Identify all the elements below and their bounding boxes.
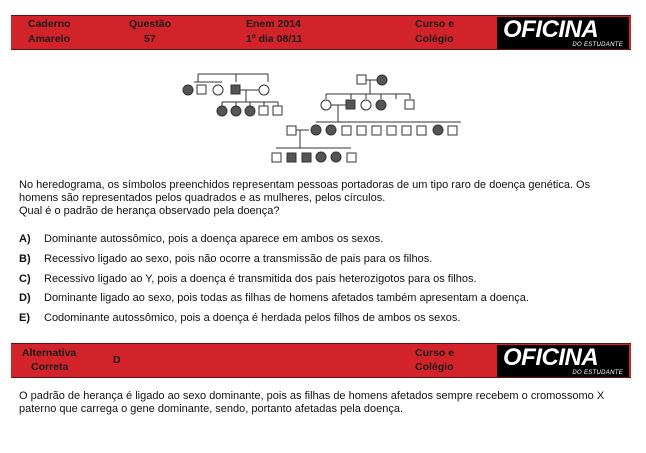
- option-c[interactable]: [19, 273, 477, 286]
- question-statement: No heredograma, os símbolos preenchidos representam pessoas portadoras de um tipo raro de doença genética. Os homens são representados pelos quadrados e as mulheres, pelos círculos.: [19, 179, 591, 205]
- oficina-logo: [497, 345, 629, 377]
- option-text: Dominante autossômico, pois a doença aparece em ambos os sexos.: [44, 233, 384, 245]
- option-text: Dominante ligado ao sexo, pois todas as filhas de homens afetados também apresentam a doença.: [44, 292, 529, 304]
- option-letter: E): [19, 312, 30, 324]
- school-line2: Colégio: [415, 33, 454, 45]
- exam-label: Enem 2014: [246, 18, 301, 30]
- logo-word: OFICINA: [503, 16, 599, 43]
- option-text: Recessivo ligado ao sexo, pois não ocorre a transmissão de pais para os filhos.: [44, 253, 433, 265]
- option-text: Codominante autossômico, pois a doença é herdada pelos filhos de ambos os sexos.: [44, 312, 461, 324]
- answer-explanation: O padrão de herança é ligado ao sexo dominante, pois as filhas de homens afetados sempre recebem o cromossomo X paterno que carrega o gene dominante, sendo, portanto afetadas pela doença.: [19, 390, 605, 416]
- school-line1: Curso e: [415, 18, 455, 30]
- school-line1: Curso e: [415, 347, 455, 359]
- answer-label-line1: Alternativa: [22, 347, 77, 359]
- answer-label-line2: Correta: [31, 361, 69, 373]
- logo-subtitle: DO ESTUDANTE: [572, 42, 623, 48]
- caderno-label: Caderno: [28, 18, 71, 30]
- option-text: Recessivo ligado ao Y, pois a doença é transmitida dos pais heterozigotos para os filhos.: [44, 273, 477, 285]
- option-letter: C): [19, 273, 31, 285]
- pedigree-figure: [176, 66, 476, 168]
- option-b[interactable]: [19, 253, 432, 266]
- question-prompt: Qual é o padrão de herança observado pela doença?: [19, 205, 280, 218]
- option-letter: B): [19, 253, 31, 265]
- option-e[interactable]: [19, 312, 460, 325]
- logo-word: OFICINA: [503, 344, 599, 371]
- caderno-value: Amarelo: [28, 33, 71, 45]
- exam-day: 1º dia 08/11: [246, 33, 303, 45]
- option-letter: A): [19, 233, 31, 245]
- answer-bar: [11, 343, 631, 378]
- option-letter: D): [19, 292, 31, 304]
- school-line2: Colégio: [415, 361, 454, 373]
- answer-value: D: [113, 354, 121, 366]
- header-bar: [11, 15, 631, 50]
- option-a[interactable]: [19, 233, 383, 246]
- question-text: [19, 179, 629, 219]
- logo-subtitle: DO ESTUDANTE: [572, 370, 623, 376]
- questao-label: Questão: [129, 18, 172, 30]
- option-d[interactable]: [19, 292, 529, 305]
- oficina-logo: [497, 17, 629, 49]
- questao-value: 57: [144, 33, 156, 45]
